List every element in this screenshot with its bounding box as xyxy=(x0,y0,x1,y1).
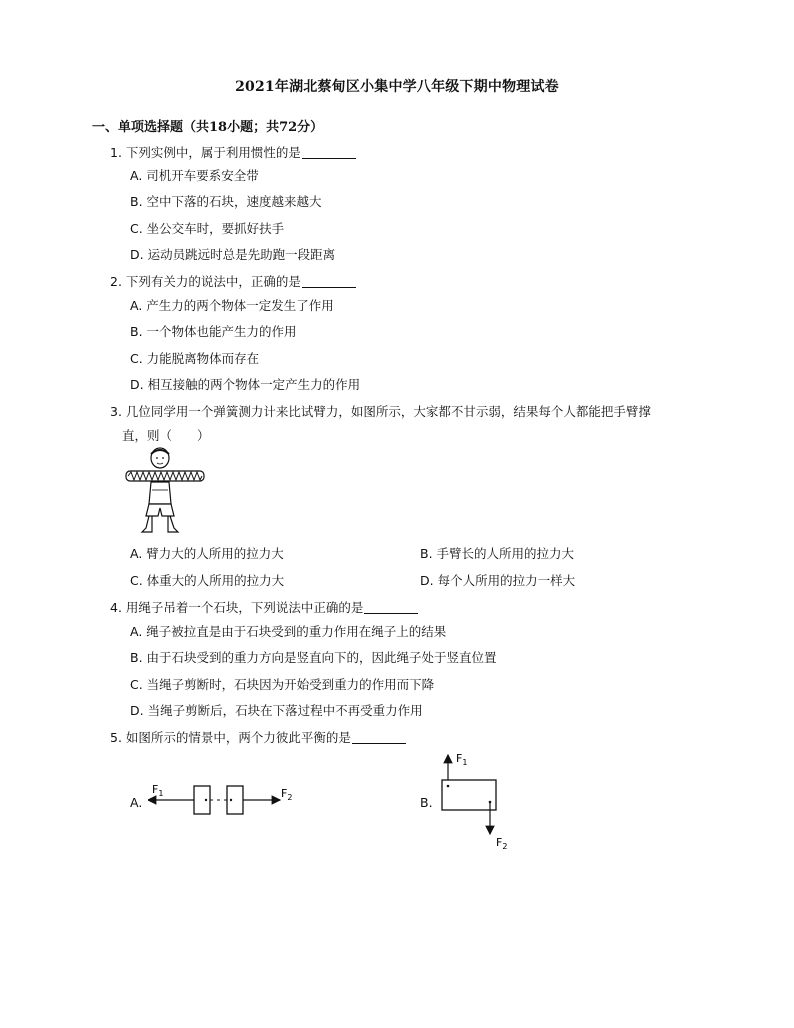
block-2-point xyxy=(230,799,232,801)
question-1-stem xyxy=(110,143,356,161)
question-2-text: 2. 下列有关力的说法中，正确的是 xyxy=(110,274,301,289)
q1-option-b: B. 空中下落的石块，速度越来越大 xyxy=(130,194,322,209)
q5-diagram-b xyxy=(438,752,518,852)
q4-option-a: A. 绳子被拉直是由于石块受到的重力作用在绳子上的结果 xyxy=(130,624,447,639)
spring-scale-figure xyxy=(124,446,206,538)
question-4-stem xyxy=(110,598,418,616)
q5-diagram-a xyxy=(148,780,303,820)
question-3-stem-line1: 3. 几位同学用一个弹簧测力计来比试臂力，如图所示，大家都不甘示弱，结果每个人都能把手臂撑 xyxy=(110,404,651,419)
q4-option-c: C. 当绳子剪断时，石块因为开始受到重力的作用而下降 xyxy=(130,677,435,692)
q3-option-a: A. 臂力大的人所用的拉力大 xyxy=(130,546,284,561)
force-f1-label: $F_1$ xyxy=(152,783,164,798)
block-2 xyxy=(227,786,243,814)
q3-option-d: D. 每个人所用的拉力一样大 xyxy=(420,573,576,588)
section-heading: 一、单项选择题（共18小题；共72分） xyxy=(92,120,324,135)
q2-option-b: B. 一个物体也能产生力的作用 xyxy=(130,324,297,339)
left-leg-shape xyxy=(142,516,152,532)
question-5-text: 5. 如图所示的情景中，两个力彼此平衡的是 xyxy=(110,730,351,745)
page-title: 2021年湖北蔡甸区小集中学八年级下期中物理试卷 xyxy=(235,79,559,95)
q5-option-a: A. xyxy=(130,795,143,810)
q2-option-d: D. 相互接触的两个物体一定产生力的作用 xyxy=(130,377,361,392)
q2-option-a: A. 产生力的两个物体一定发生了作用 xyxy=(130,298,334,313)
right-leg-shape xyxy=(168,516,178,532)
torso-shape xyxy=(149,482,171,504)
q1-option-d: D. 运动员跳远时总是先助跑一段距离 xyxy=(130,247,336,262)
force-f2-label: $F_2$ xyxy=(281,787,293,802)
block-1-point xyxy=(205,799,207,801)
force-f2-label: $F_2$ xyxy=(496,836,508,851)
block xyxy=(442,780,496,810)
q2-option-c: C. 力能脱离物体而存在 xyxy=(130,351,260,366)
eye-shape xyxy=(156,457,158,459)
question-5-stem xyxy=(110,728,406,746)
question-2-stem xyxy=(110,272,356,290)
force-f1-label: $F_1$ xyxy=(456,752,468,767)
q5-option-b: B. xyxy=(420,795,433,810)
q1-option-a: A. 司机开车要系安全带 xyxy=(130,168,259,183)
question-3-stem-line2: 直，则（ ） xyxy=(122,428,210,443)
answer-blank[interactable] xyxy=(302,146,356,159)
answer-blank[interactable] xyxy=(364,601,418,614)
block-point-1 xyxy=(447,785,450,788)
q3-option-c: C. 体重大的人所用的拉力大 xyxy=(130,573,285,588)
question-4-text: 4. 用绳子吊着一个石块，下列说法中正确的是 xyxy=(110,600,364,615)
q3-option-b: B. 手臂长的人所用的拉力大 xyxy=(420,546,575,561)
eye-shape xyxy=(162,457,164,459)
shorts-shape xyxy=(146,504,174,516)
block-1 xyxy=(194,786,210,814)
answer-blank[interactable] xyxy=(302,275,356,288)
q1-option-c: C. 坐公交车时，要抓好扶手 xyxy=(130,221,285,236)
q4-option-b: B. 由于石块受到的重力方向是竖直向下的，因此绳子处于竖直位置 xyxy=(130,650,497,665)
question-1-text: 1. 下列实例中，属于利用惯性的是 xyxy=(110,145,301,160)
q4-option-d: D. 当绳子剪断后，石块在下落过程中不再受重力作用 xyxy=(130,703,423,718)
answer-blank[interactable] xyxy=(352,731,406,744)
